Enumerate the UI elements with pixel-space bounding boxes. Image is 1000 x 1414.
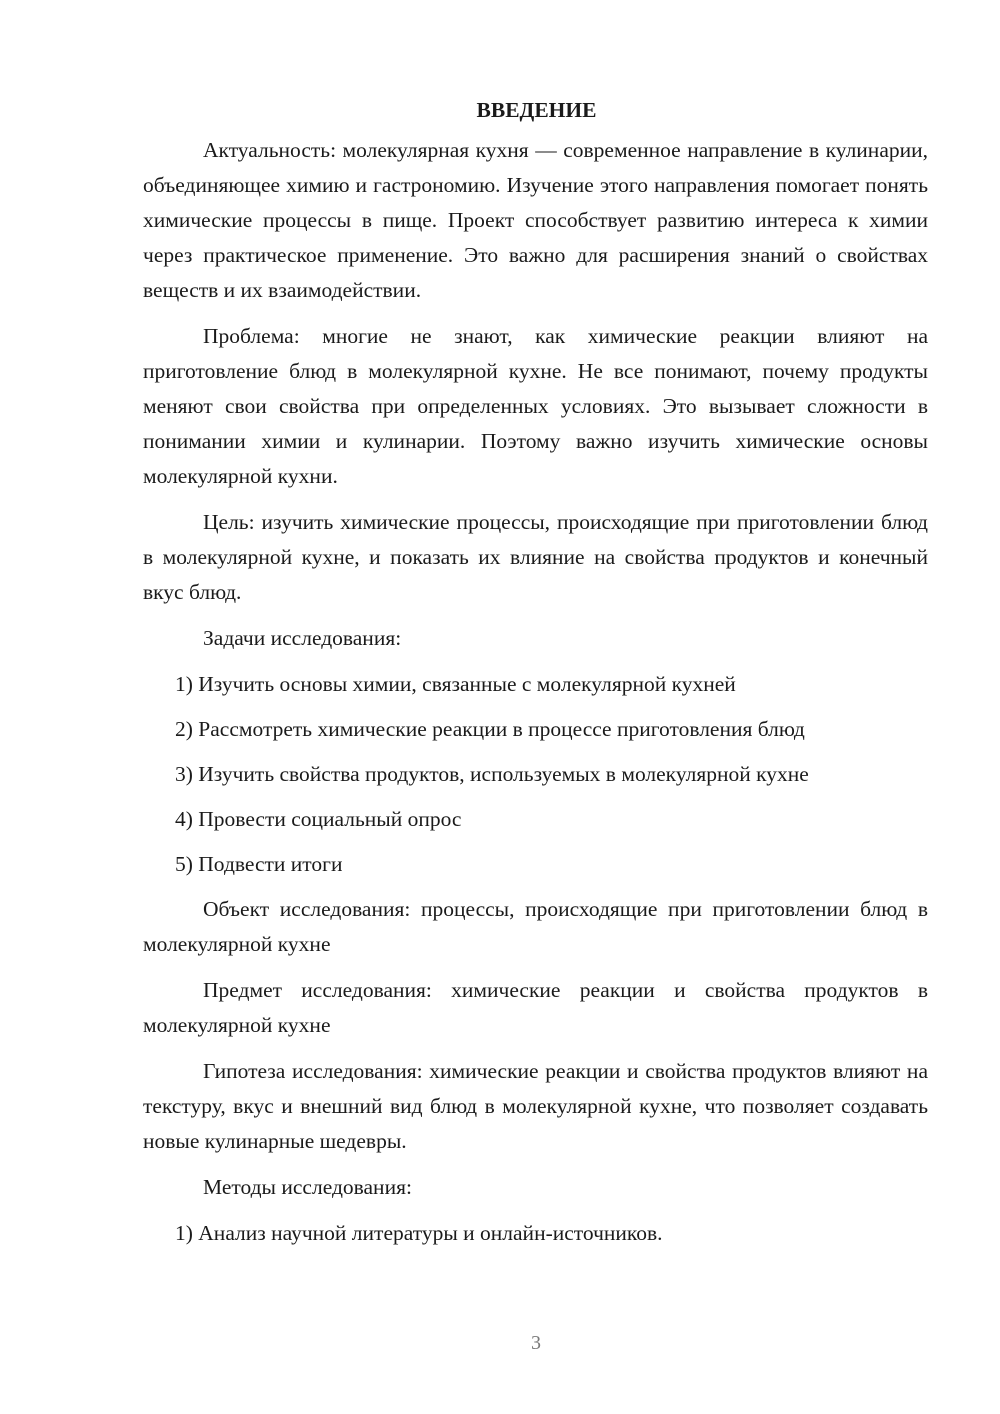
methods-title: Методы исследования:	[203, 1175, 412, 1199]
problem-paragraph: Проблема: многие не знают, как химические реакции влияют на приготовление блюд в молекулярной кухне. Не все понимают, почему продукты меняют свои свойства при определенных условиях. Это вызывает сложности в понимании химии и кулинарии. Поэтому важно изучить химические основы молекулярной кухни.	[143, 324, 928, 488]
subject-paragraph: Предмет исследования: химические реакции и свойства продуктов в молекулярной кухне	[143, 978, 928, 1037]
tasks-title: Задачи исследования:	[203, 626, 402, 650]
relevance-paragraph: Актуальность: молекулярная кухня — современное направление в кулинарии, объединяющее химию и гастрономию. Изучение этого направления помогает понять химические процессы в пище. Проект способствует развитию интереса к химии через практическое применение. Это важно для расширения знаний о свойствах веществ и их взаимодействии.	[143, 138, 928, 302]
document-page	[143, 93, 928, 1261]
task-item: 1) Изучить основы химии, связанные с молекулярной кухней	[175, 672, 736, 696]
task-item: 4) Провести социальный опрос	[175, 807, 462, 831]
task-item: 5) Подвести итоги	[175, 852, 343, 876]
task-item: 2) Рассмотреть химические реакции в процессе приготовления блюд	[175, 717, 805, 741]
page-number: 3	[531, 1332, 541, 1354]
method-item: 1) Анализ научной литературы и онлайн-источников.	[175, 1221, 663, 1245]
section-heading: ВВЕДЕНИЕ	[476, 98, 597, 122]
goal-paragraph: Цель: изучить химические процессы, происходящие при приготовлении блюд в молекулярной кухне, и показать их влияние на свойства продуктов и конечный вкус блюд.	[143, 510, 928, 604]
object-paragraph: Объект исследования: процессы, происходящие при приготовлении блюд в молекулярной кухне	[143, 897, 928, 956]
task-item: 3) Изучить свойства продуктов, используемых в молекулярной кухне	[175, 762, 809, 786]
hypothesis-paragraph: Гипотеза исследования: химические реакции и свойства продуктов влияют на текстуру, вкус и внешний вид блюд в молекулярной кухне, что позволяет создавать новые кулинарные шедевры.	[143, 1059, 928, 1153]
